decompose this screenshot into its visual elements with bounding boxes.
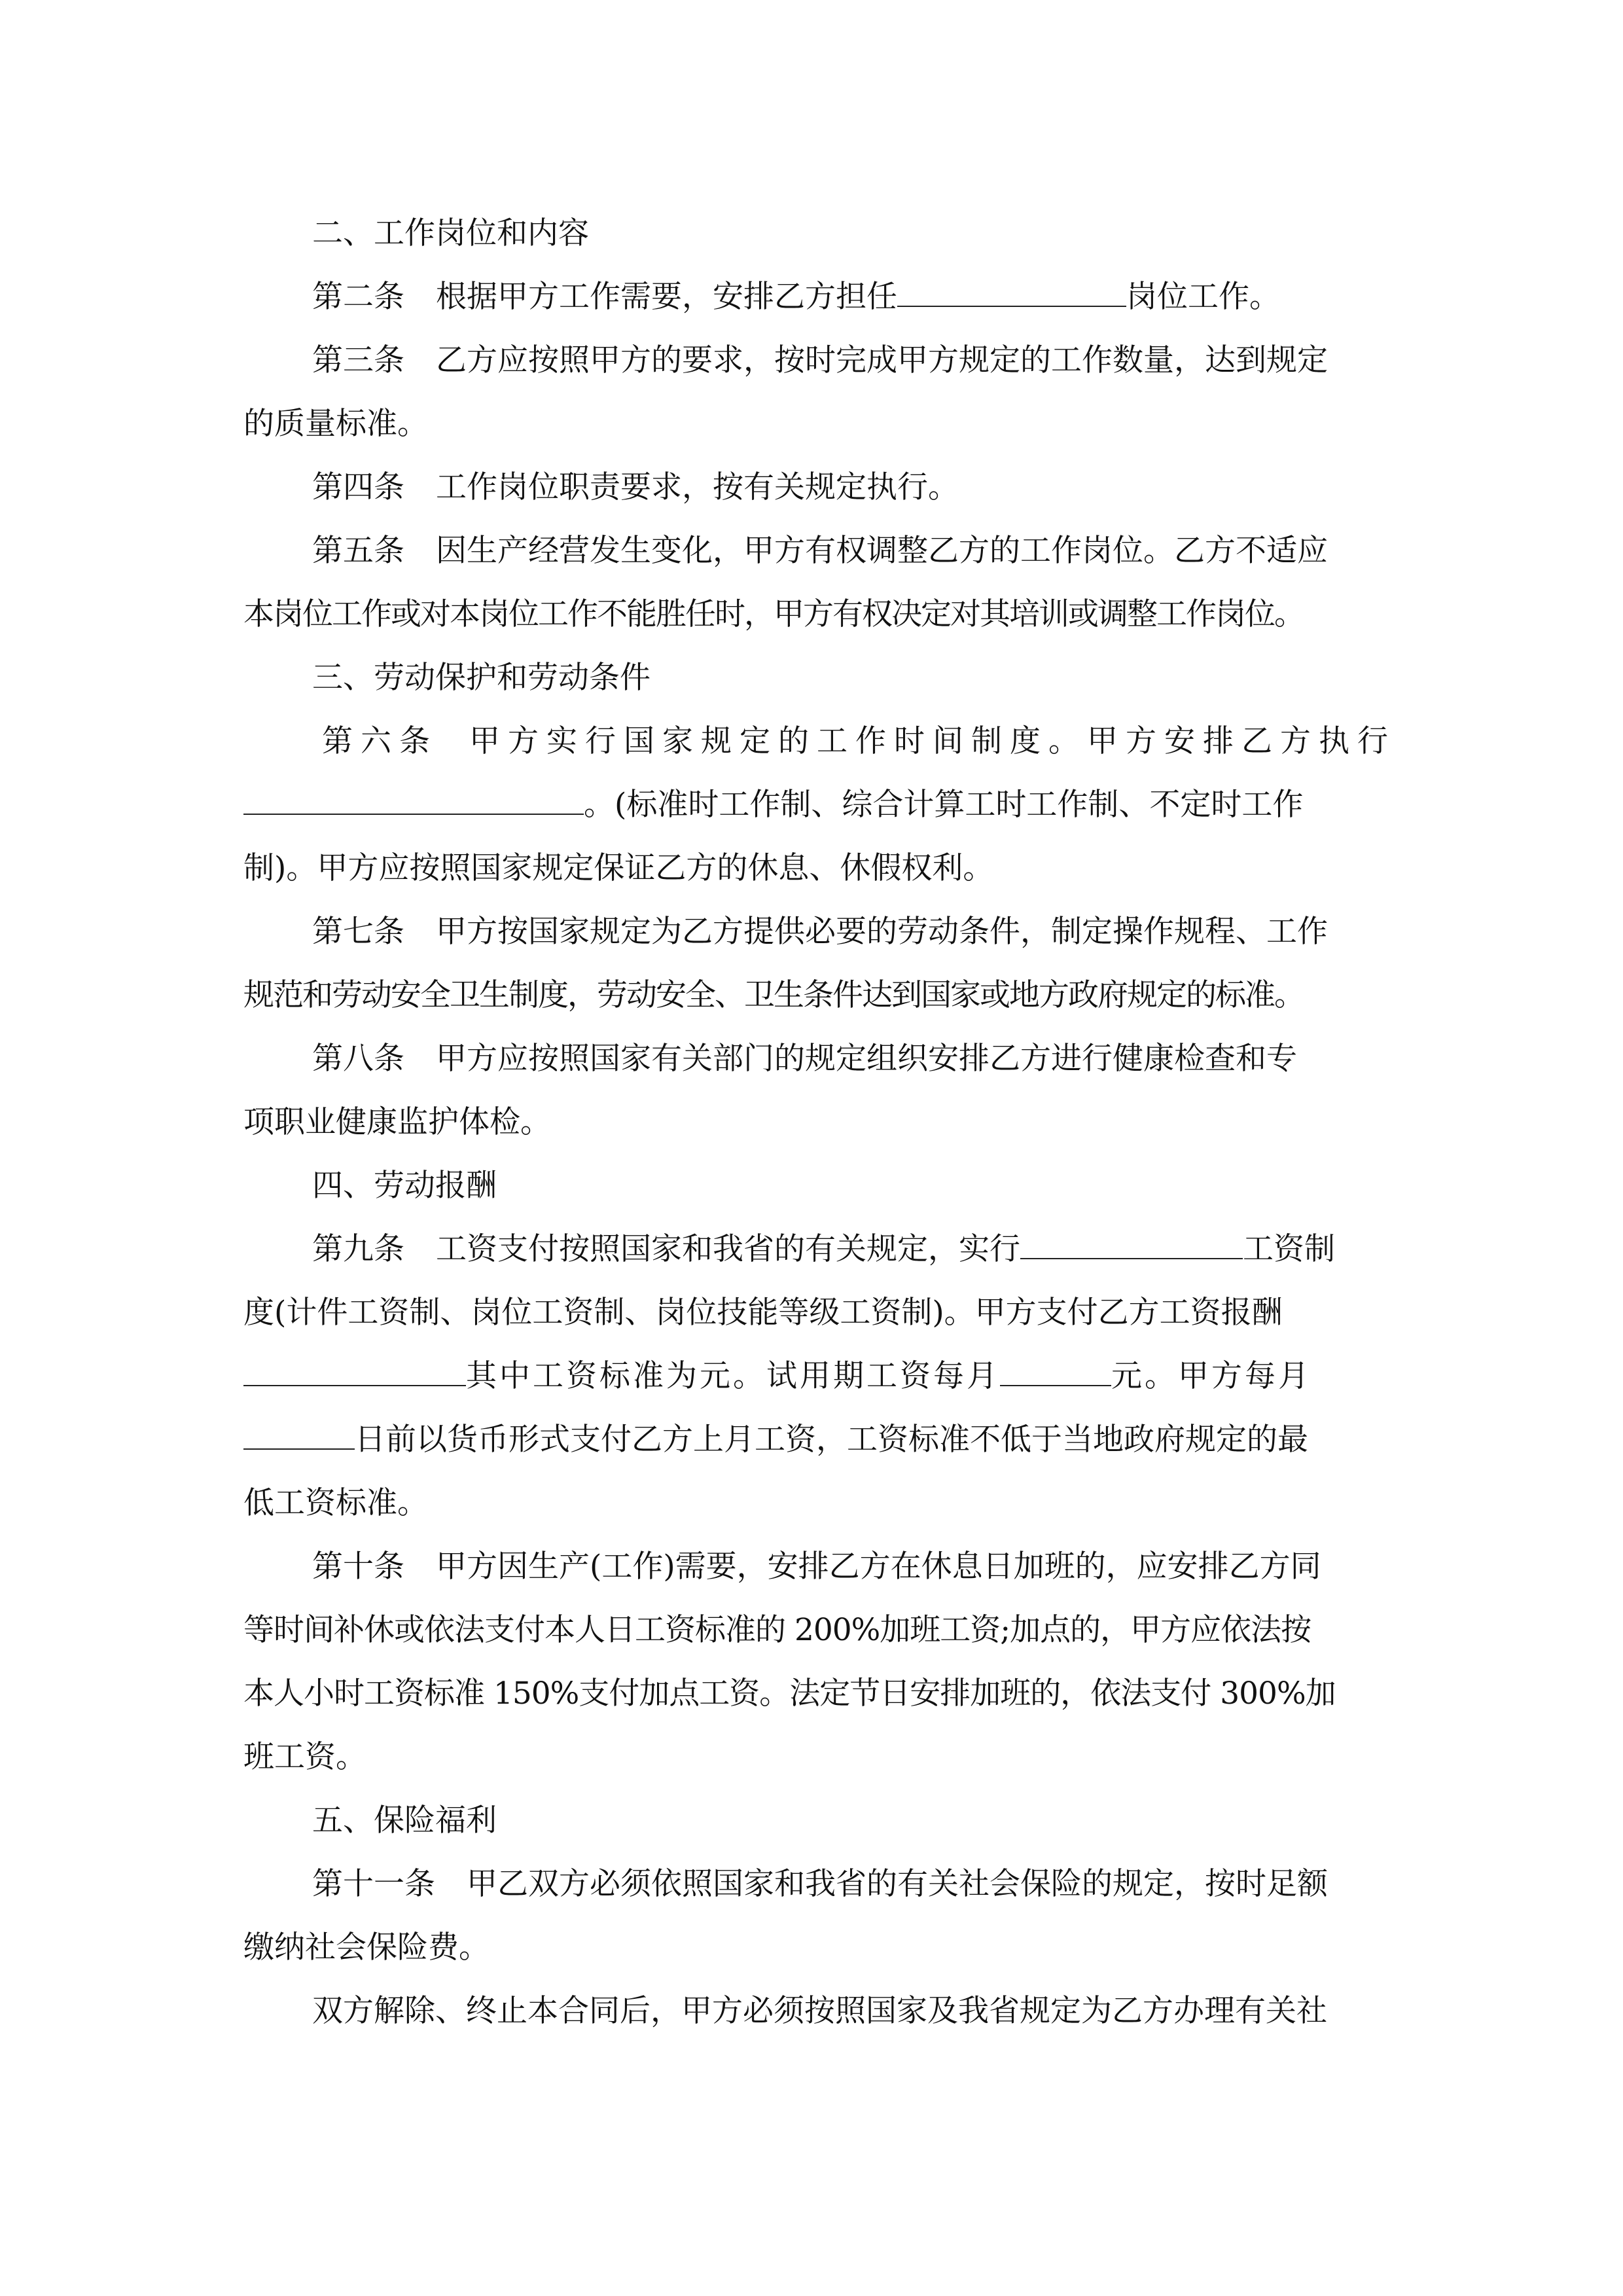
article-text: 。(标准时工作制、综合计算工时工作制、不定时工作: [584, 787, 1304, 823]
article-text: 岗位工作。: [1126, 279, 1280, 315]
section-title: 四、劳动报酬: [312, 1168, 497, 1204]
article-text: 因生产经营发生变化，甲方有权调整乙方的工作岗位。乙方不适应: [436, 533, 1328, 569]
article-text: 等时间补休或依法支付本人日工资标准的 200%加班工资;加点的，甲方应依法按: [243, 1612, 1311, 1648]
article-2: [243, 265, 1380, 329]
article-text: 度(计件工资制、岗位工资制、岗位技能等级工资制)。甲方支付乙方工资报酬: [243, 1295, 1283, 1331]
article-label: 第七条: [312, 914, 404, 950]
article-text: 甲方应按照国家有关部门的规定组织安排乙方进行健康检查和专: [436, 1041, 1297, 1077]
article-3: [243, 329, 1380, 392]
article-10: [243, 1535, 1380, 1598]
fill-blank-probation-wage[interactable]: [1000, 1359, 1111, 1386]
section-heading-3: [243, 646, 1380, 709]
article-10-cont: [243, 1598, 1380, 1662]
article-text: 项职业健康监护体检。: [243, 1104, 551, 1140]
article-9-cont2: [243, 1344, 1380, 1408]
section-heading-2: [243, 202, 1380, 265]
article-text: 本人小时工资标准 150%支付加点工资。法定节日安排加班的，依法支付 300%加: [243, 1676, 1336, 1712]
article-text: 低工资标准。: [243, 1485, 428, 1521]
article-5-cont: [243, 583, 1380, 646]
article-text: 乙方应按照甲方的要求，按时完成甲方规定的工作数量，达到规定: [436, 342, 1328, 378]
article-9: [243, 1217, 1380, 1281]
article-11-cont: [243, 1916, 1380, 1979]
article-text: 甲乙双方必须依照国家和我省的有关社会保险的规定，按时足额: [467, 1866, 1328, 1902]
article-text: 规范和劳动安全卫生制度，劳动安全、卫生条件达到国家或地方政府规定的标准。: [243, 977, 1304, 1013]
article-6-cont2: [243, 836, 1380, 900]
article-11: [243, 1852, 1380, 1916]
article-text: 根据甲方工作需要，安排乙方担任: [436, 279, 897, 315]
section-title: 三、劳动保护和劳动条件: [312, 660, 651, 696]
article-7: [243, 900, 1380, 963]
article-4: [243, 456, 1380, 519]
article-text: 甲方按国家规定为乙方提供必要的劳动条件，制定操作规程、工作: [436, 914, 1328, 950]
article-label: 第九条: [312, 1231, 404, 1267]
article-label: 第四条: [312, 469, 404, 505]
article-text: 本岗位工作或对本岗位工作不能胜任时，甲方有权决定对其培训或调整工作岗位。: [243, 596, 1304, 632]
article-text: 双方解除、终止本合同后，甲方必须按照国家及我省规定为乙方办理有关社: [312, 1993, 1327, 2029]
article-8: [243, 1027, 1380, 1090]
article-text: 工资制: [1243, 1231, 1335, 1267]
article-text: 甲方因生产(工作)需要，安排乙方在休息日加班的，应安排乙方同: [436, 1549, 1321, 1585]
article-text: 制)。甲方应按照国家规定保证乙方的休息、休假权利。: [243, 850, 994, 886]
article-9-cont4: [243, 1471, 1380, 1535]
article-label: 第六条: [322, 723, 438, 759]
article-text: 工作岗位职责要求，按有关规定执行。: [436, 469, 959, 505]
article-8-cont: [243, 1090, 1380, 1154]
article-text: 其中工资标准为元。试用期工资每月: [466, 1358, 1000, 1394]
fill-blank-wage[interactable]: [243, 1359, 466, 1386]
section-title: 五、保险福利: [312, 1803, 497, 1839]
article-6: [243, 709, 1396, 773]
fill-blank-work-hours[interactable]: [243, 787, 584, 815]
article-6-cont: [243, 773, 1380, 836]
article-7-cont: [243, 963, 1380, 1027]
article-label: 第五条: [312, 533, 404, 569]
section-heading-4: [243, 1154, 1380, 1217]
article-9-cont3: [243, 1408, 1380, 1471]
fill-blank-position[interactable]: [897, 279, 1126, 307]
article-text: 班工资。: [243, 1739, 366, 1775]
article-10-cont3: [243, 1725, 1380, 1789]
section-title: 二、工作岗位和内容: [312, 215, 589, 251]
article-10-cont2: [243, 1662, 1380, 1725]
article-label: 第十一条: [312, 1866, 435, 1902]
article-3-cont: [243, 392, 1380, 456]
contract-body: [243, 202, 1396, 2043]
article-label: 第八条: [312, 1041, 404, 1077]
article-label: 第三条: [312, 342, 404, 378]
fill-blank-pay-day[interactable]: [243, 1422, 355, 1450]
article-text: 的质量标准。: [243, 406, 428, 442]
article-text: 工资支付按照国家和我省的有关规定，实行: [436, 1231, 1020, 1267]
article-label: 第十条: [312, 1549, 404, 1585]
article-5: [243, 519, 1380, 583]
article-text: 甲方实行国家规定的工作时间制度。甲方安排乙方执行: [469, 723, 1396, 759]
article-9-cont: [243, 1281, 1380, 1344]
article-text: 元。甲方每月: [1111, 1358, 1311, 1394]
article-text: 缴纳社会保险费。: [243, 1929, 490, 1965]
section-heading-5: [243, 1789, 1380, 1852]
article-11-para2: [243, 1979, 1380, 2043]
fill-blank-wage-system[interactable]: [1020, 1232, 1243, 1259]
article-text: 日前以货币形式支付乙方上月工资，工资标准不低于当地政府规定的最: [355, 1422, 1308, 1458]
article-label: 第二条: [312, 279, 404, 315]
